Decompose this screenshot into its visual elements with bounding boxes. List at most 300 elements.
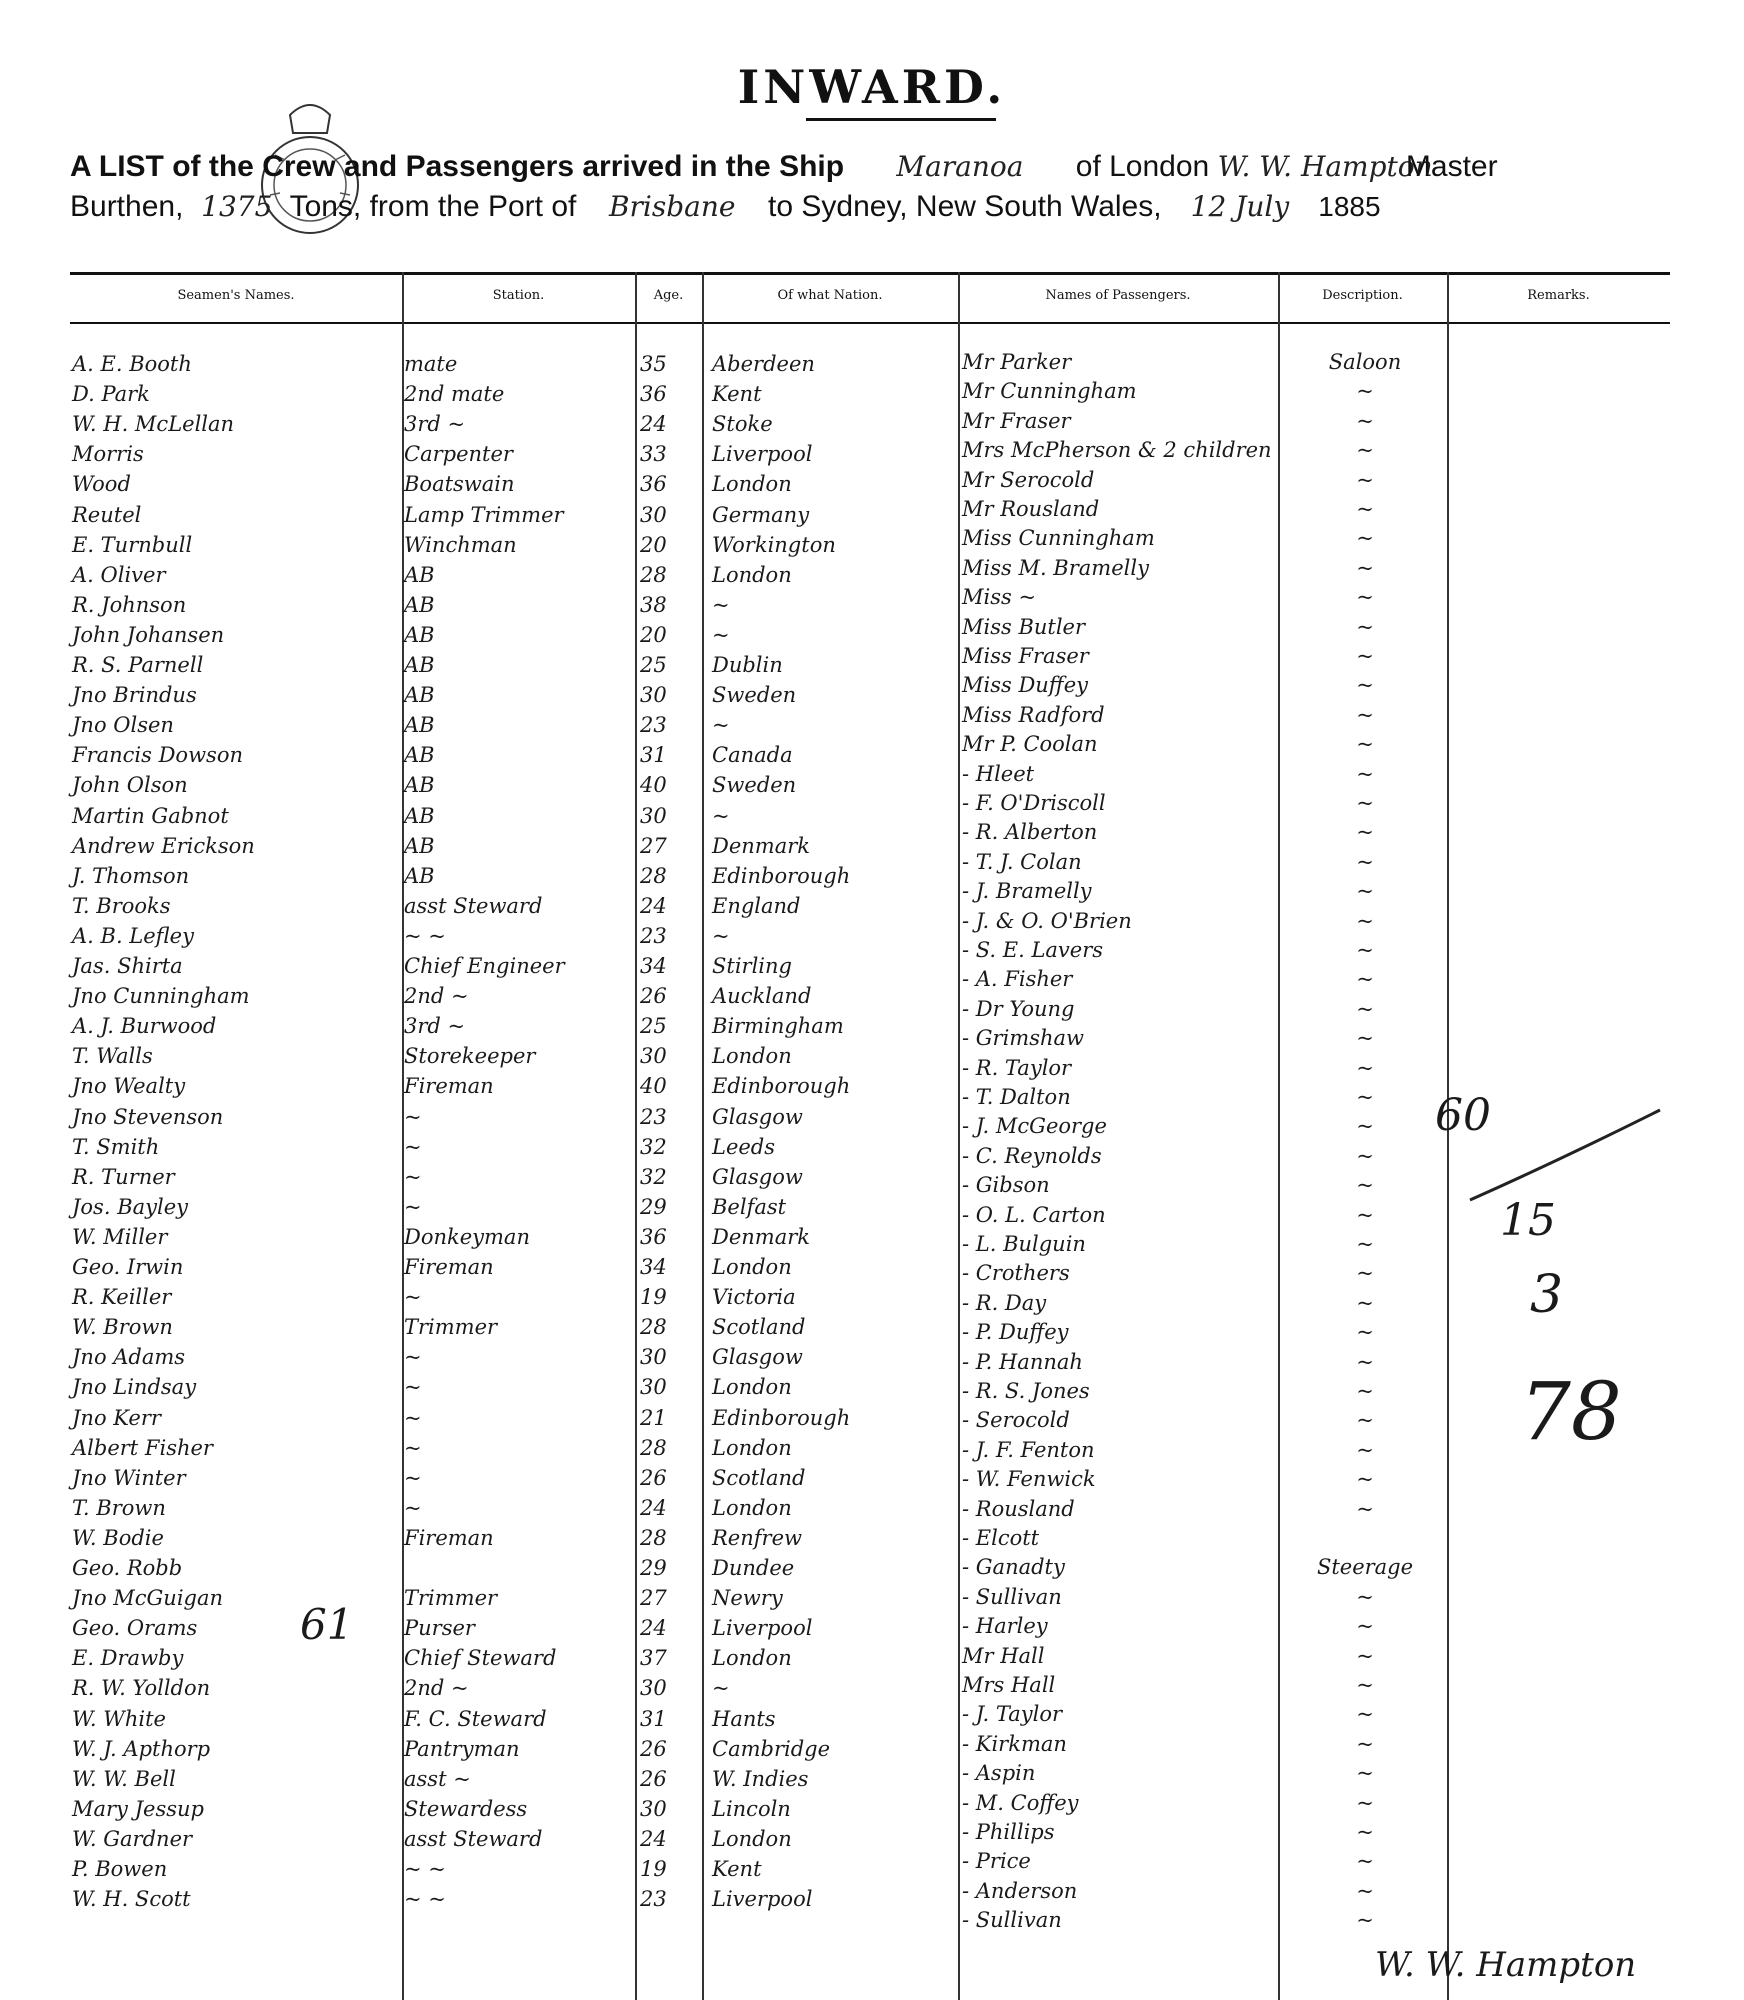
seaman-nation: Belfast (712, 1194, 787, 1219)
remark-tally-3: 3 (1530, 1265, 1564, 1325)
seaman-age: 24 (640, 412, 667, 437)
seaman-nation: ~ (712, 803, 730, 828)
seaman-name: Francis Dowson (72, 743, 243, 768)
seaman-age: 34 (640, 954, 667, 978)
seaman-name: E. Drawby (72, 1646, 184, 1671)
seaman-name: Reutel (72, 502, 142, 527)
seaman-station: Fireman (404, 1255, 494, 1279)
passenger-description: ~ (1356, 1320, 1374, 1345)
seaman-age: 20 (640, 532, 667, 557)
seaman-station: 3rd ~ (404, 412, 466, 437)
seaman-name: T. Smith (72, 1134, 160, 1159)
seaman-name: T. Brooks (72, 893, 171, 918)
seaman-age: 30 (640, 1345, 667, 1370)
seaman-nation: Liverpool (712, 442, 813, 467)
seaman-name: Jno Olsen (72, 713, 174, 738)
header-line-1 (70, 150, 1498, 184)
passenger-name: - Grimshaw (962, 1026, 1085, 1051)
passenger-description: ~ (1356, 1614, 1374, 1639)
passenger-name: - Serocold (962, 1408, 1070, 1433)
seaman-nation: Denmark (712, 833, 810, 858)
seaman-age: 40 (640, 1074, 667, 1099)
passenger-description: ~ (1356, 1114, 1374, 1139)
seaman-age: 40 (640, 773, 667, 798)
passenger-name: - L. Bulguin (962, 1232, 1086, 1256)
passenger-name: - J. McGeorge (962, 1114, 1107, 1139)
seaman-nation: England (712, 893, 801, 918)
seaman-age: 32 (640, 1164, 667, 1189)
passenger-name: - Harley (962, 1614, 1048, 1639)
passenger-name: Mr Serocold (962, 467, 1095, 492)
seaman-nation: Dublin (712, 653, 783, 677)
seaman-age: 31 (640, 743, 667, 768)
passenger-description: ~ (1356, 938, 1374, 962)
seaman-nation: ~ (712, 923, 730, 948)
seaman-station: ~ (404, 1435, 422, 1460)
seaman-station: AB (404, 803, 435, 828)
seaman-name: W. Bodie (72, 1525, 164, 1550)
seaman-station: ~ (404, 1495, 422, 1520)
passenger-name: - T. Dalton (962, 1085, 1071, 1109)
seaman-station: ~ (404, 1285, 422, 1310)
seaman-age: 23 (640, 713, 667, 738)
seaman-station: Fireman (404, 1074, 494, 1099)
seaman-station: asst Steward (404, 893, 543, 918)
passenger-description: ~ (1356, 614, 1374, 639)
seaman-nation: Kent (712, 1857, 762, 1881)
seaman-nation: Edinborough (712, 1405, 851, 1430)
seaman-station: ~ ~ (404, 1857, 446, 1881)
seaman-station: Trimmer (404, 1315, 498, 1340)
passenger-name: - F. O'Driscoll (962, 791, 1106, 815)
passenger-name: - J. & O. O'Brien (962, 908, 1132, 933)
seaman-age: 31 (640, 1706, 667, 1731)
tons-port-label: Tons, from the Port of (289, 190, 577, 223)
seaman-station: Donkeyman (404, 1224, 530, 1249)
passenger-name: - Sullivan (962, 1908, 1062, 1933)
seaman-age: 33 (640, 442, 667, 467)
arrival-year: 1885 (1318, 191, 1381, 222)
seaman-name: Jno Adams (72, 1345, 186, 1370)
passenger-name: - O. L. Carton (962, 1202, 1106, 1227)
passenger-description: ~ (1356, 1849, 1374, 1874)
seaman-nation: Aberdeen (712, 352, 815, 376)
remark-tally-78: 78 (1520, 1365, 1622, 1458)
seaman-age: 20 (640, 622, 667, 647)
seaman-station: AB (404, 562, 435, 587)
header-line-2 (70, 190, 1381, 224)
seaman-age: 25 (640, 1014, 667, 1039)
seaman-station: ~ (404, 1345, 422, 1370)
seaman-nation: London (712, 1255, 792, 1279)
seaman-nation: London (712, 562, 792, 587)
seaman-nation: Leeds (712, 1134, 776, 1159)
seaman-station: ~ (404, 1405, 422, 1430)
passenger-name: - Sullivan (962, 1584, 1062, 1609)
seaman-name: Jas. Shirta (72, 954, 183, 978)
passenger-name: - Hleet (962, 761, 1035, 786)
seaman-station: ~ (404, 1194, 422, 1219)
seaman-name: Jno Wealty (72, 1074, 186, 1099)
passenger-description: ~ (1356, 1232, 1374, 1256)
seaman-nation: Glasgow (712, 1164, 803, 1189)
seaman-name: R. Johnson (72, 592, 187, 617)
passenger-description: ~ (1356, 1820, 1374, 1844)
passenger-name: - W. Fenwick (962, 1467, 1096, 1492)
seaman-nation: Sweden (712, 683, 797, 708)
passenger-name: - Price (962, 1849, 1031, 1874)
passenger-name: - Kirkman (962, 1731, 1067, 1756)
seaman-station: ~ (404, 1104, 422, 1129)
col-passenger-names: Names of Passengers. (1045, 288, 1191, 303)
passenger-description: ~ (1356, 761, 1374, 786)
passenger-description: ~ (1356, 1673, 1374, 1697)
seaman-name: Martin Gabnot (72, 803, 229, 828)
seaman-name: A. J. Burwood (72, 1014, 217, 1039)
seaman-age: 25 (640, 653, 667, 677)
seaman-station: AB (404, 743, 435, 768)
passenger-description: ~ (1356, 1790, 1374, 1815)
passenger-name: - T. J. Colan (962, 849, 1082, 874)
seaman-name: E. Turnbull (72, 532, 193, 557)
passenger-name: Mrs Hall (962, 1673, 1056, 1697)
seaman-nation: Liverpool (712, 1616, 813, 1641)
remark-crew-count: 61 (300, 1600, 354, 1649)
seaman-age: 28 (640, 1435, 667, 1460)
master-label: Master (1405, 150, 1498, 183)
seaman-station: AB (404, 683, 435, 708)
seaman-name: A. E. Booth (72, 352, 192, 376)
passenger-name: Mr Cunningham (962, 379, 1137, 404)
seaman-station: AB (404, 592, 435, 617)
table-header-rule (70, 322, 1670, 324)
seaman-age: 30 (640, 683, 667, 708)
seaman-name: John Johansen (72, 622, 225, 647)
seaman-station: AB (404, 773, 435, 798)
seaman-nation: ~ (712, 622, 730, 647)
seaman-station: Winchman (404, 532, 517, 557)
seaman-nation: London (712, 1826, 792, 1851)
column-divider (702, 272, 704, 2000)
master-signature: W. W. Hampton (1375, 1945, 1637, 1985)
passenger-name: - M. Coffey (962, 1790, 1079, 1815)
passenger-name: - S. E. Lavers (962, 938, 1104, 962)
passenger-description: ~ (1356, 1761, 1374, 1786)
seaman-age: 29 (640, 1556, 667, 1580)
passenger-name: Miss Fraser (962, 644, 1089, 668)
passenger-name: - Rousland (962, 1496, 1075, 1521)
passenger-name: - Dr Young (962, 996, 1075, 1021)
passenger-description: ~ (1356, 732, 1374, 757)
seaman-nation: Newry (712, 1586, 783, 1611)
seaman-age: 30 (640, 1676, 667, 1701)
seaman-age: 28 (640, 1525, 667, 1550)
seaman-nation: Sweden (712, 773, 797, 798)
seaman-station: AB (404, 622, 435, 647)
ship-name: Maranoa (896, 150, 1024, 183)
seaman-age: 26 (640, 1465, 667, 1490)
seaman-age: 29 (640, 1194, 667, 1219)
seaman-station: AB (404, 863, 435, 888)
passenger-description: ~ (1356, 1055, 1374, 1080)
passenger-name: Miss Butler (962, 614, 1086, 639)
seaman-nation: London (712, 1044, 792, 1069)
seaman-age: 23 (640, 923, 667, 948)
seaman-age: 26 (640, 1736, 667, 1761)
passenger-name: Miss Duffey (962, 673, 1088, 698)
passenger-name: - J. F. Fenton (962, 1437, 1095, 1462)
passenger-name: - P. Hannah (962, 1349, 1083, 1374)
seaman-age: 27 (640, 833, 667, 858)
seaman-name: A. B. Lefley (72, 923, 194, 948)
remark-stroke-icon (1460, 1100, 1670, 1210)
passenger-name: Miss Radford (962, 702, 1105, 727)
passenger-name: Miss ~ (962, 585, 1037, 610)
seaman-station: ~ (404, 1134, 422, 1159)
seaman-nation: London (712, 1646, 792, 1671)
seaman-name: R. Keiller (72, 1285, 172, 1310)
seaman-station: Carpenter (404, 442, 513, 467)
seaman-name: J. Thomson (72, 863, 190, 888)
seaman-age: 36 (640, 472, 667, 497)
seaman-age: 34 (640, 1255, 667, 1279)
seaman-station: ~ ~ (404, 923, 446, 948)
seaman-name: Jos. Bayley (72, 1194, 189, 1219)
passenger-description: ~ (1356, 1379, 1374, 1403)
destination-label: to Sydney, New South Wales, (768, 190, 1162, 223)
seaman-age: 30 (640, 1375, 667, 1400)
seaman-age: 21 (640, 1405, 667, 1430)
passenger-name: - J. Bramelly (962, 879, 1092, 904)
remark-tally-60: 60 (1435, 1090, 1491, 1141)
column-divider (1278, 272, 1280, 2000)
seaman-station: ~ (404, 1375, 422, 1400)
passenger-description: ~ (1356, 879, 1374, 904)
passenger-description: ~ (1356, 791, 1374, 815)
seaman-age: 24 (640, 1826, 667, 1851)
passenger-name: - Anderson (962, 1878, 1078, 1903)
passenger-description: ~ (1356, 1026, 1374, 1051)
passenger-description: ~ (1356, 1290, 1374, 1315)
col-seamens-names: Seamen's Names. (177, 288, 295, 303)
seaman-name: W. Brown (72, 1315, 173, 1340)
seaman-station: AB (404, 833, 435, 858)
seaman-station: 2nd ~ (404, 984, 469, 1009)
seaman-nation: ~ (712, 1676, 730, 1701)
seaman-name: Jno McGuigan (72, 1586, 224, 1611)
passenger-name: - P. Duffey (962, 1320, 1069, 1345)
seaman-nation: London (712, 1375, 792, 1400)
of-london: of London (1075, 150, 1210, 183)
seaman-nation: ~ (712, 713, 730, 738)
seaman-name: W. Miller (72, 1224, 168, 1249)
passenger-name: - Phillips (962, 1820, 1055, 1844)
passenger-name: - J. Taylor (962, 1702, 1063, 1727)
seaman-age: 30 (640, 502, 667, 527)
passenger-name: - Aspin (962, 1761, 1036, 1786)
passenger-description: ~ (1356, 438, 1374, 463)
seaman-nation: Lincoln (712, 1796, 791, 1821)
seaman-nation: ~ (712, 592, 730, 617)
seaman-station: asst Steward (404, 1826, 543, 1851)
passenger-description: ~ (1356, 967, 1374, 992)
passenger-description: ~ (1356, 1643, 1374, 1668)
passenger-name: Mr Hall (962, 1643, 1045, 1668)
seaman-nation: Renfrew (712, 1525, 802, 1550)
seaman-name: P. Bowen (72, 1857, 168, 1881)
seaman-nation: Denmark (712, 1224, 810, 1249)
seaman-station: 2nd ~ (404, 1676, 469, 1701)
seaman-age: 30 (640, 1796, 667, 1821)
seaman-station: Stewardess (404, 1796, 528, 1821)
seaman-age: 19 (640, 1857, 667, 1881)
col-age: Age. (653, 288, 684, 303)
passenger-name: Miss Cunningham (962, 526, 1155, 551)
seaman-station: Lamp Trimmer (404, 502, 564, 527)
passenger-name: Mr Parker (962, 350, 1072, 374)
seaman-age: 28 (640, 863, 667, 888)
seaman-name: A. Oliver (72, 562, 166, 587)
passenger-name: Mr Rousland (962, 497, 1100, 521)
seaman-nation: Cambridge (712, 1736, 831, 1761)
title-underline (806, 118, 996, 121)
passenger-description: ~ (1356, 408, 1374, 433)
seaman-age: 28 (640, 1315, 667, 1340)
seaman-name: D. Park (72, 382, 150, 407)
seaman-age: 27 (640, 1586, 667, 1611)
seaman-name: Morris (72, 442, 144, 467)
seaman-name: Geo. Robb (72, 1556, 183, 1580)
seaman-name: Jno Winter (72, 1465, 186, 1490)
seaman-name: W. White (72, 1706, 166, 1731)
col-station: Station. (492, 288, 545, 303)
seaman-station: Fireman (404, 1525, 494, 1550)
tons-value: 1375 (201, 190, 273, 223)
seaman-name: Jno Brindus (72, 683, 197, 708)
seaman-name: Geo. Irwin (72, 1255, 184, 1279)
passenger-name: - Gibson (962, 1173, 1050, 1198)
seaman-name: R. S. Parnell (72, 653, 204, 677)
passenger-name: Mr Fraser (962, 408, 1071, 433)
seaman-nation: Workington (712, 532, 836, 557)
seaman-station: Pantryman (404, 1736, 520, 1761)
arrival-date: 12 July (1190, 190, 1290, 223)
seaman-name: Mary Jessup (72, 1796, 204, 1821)
seaman-nation: Scotland (712, 1315, 806, 1340)
col-nation: Of what Nation. (777, 288, 883, 303)
passenger-description: ~ (1356, 849, 1374, 874)
passenger-name: - C. Reynolds (962, 1143, 1102, 1168)
seaman-age: 36 (640, 1224, 667, 1249)
passenger-description: ~ (1356, 1584, 1374, 1609)
seaman-age: 23 (640, 1887, 667, 1912)
passenger-description: ~ (1356, 555, 1374, 580)
passenger-description: ~ (1356, 585, 1374, 610)
seaman-name: T. Walls (72, 1044, 153, 1069)
seaman-station: ~ (404, 1465, 422, 1490)
seaman-station: Trimmer (404, 1586, 498, 1611)
seaman-nation: Dundee (712, 1556, 795, 1580)
passenger-description: ~ (1356, 467, 1374, 492)
seaman-age: 24 (640, 1616, 667, 1641)
seaman-nation: Glasgow (712, 1345, 803, 1370)
seaman-nation: London (712, 472, 792, 497)
seaman-station: 3rd ~ (404, 1014, 466, 1039)
seaman-name: R. W. Yolldon (72, 1676, 211, 1701)
passenger-description: ~ (1356, 1467, 1374, 1492)
seaman-nation: Kent (712, 382, 762, 407)
seaman-nation: W. Indies (712, 1766, 809, 1791)
seaman-age: 24 (640, 1495, 667, 1520)
port-name: Brisbane (608, 190, 736, 223)
seaman-age: 24 (640, 893, 667, 918)
remark-tally-15: 15 (1500, 1195, 1556, 1246)
seaman-nation: Birmingham (712, 1014, 844, 1039)
seaman-station: F. C. Steward (404, 1706, 547, 1731)
passenger-description: Saloon (1328, 350, 1402, 374)
seaman-age: 36 (640, 382, 667, 407)
seaman-nation: Edinborough (712, 1074, 851, 1099)
seaman-station: Boatswain (404, 472, 515, 497)
seaman-age: 23 (640, 1104, 667, 1129)
passenger-description: ~ (1356, 1878, 1374, 1903)
seaman-age: 30 (640, 1044, 667, 1069)
passenger-description: ~ (1356, 1143, 1374, 1168)
passenger-description: ~ (1356, 1261, 1374, 1286)
seaman-name: Jno Lindsay (72, 1375, 197, 1400)
seaman-age: 26 (640, 984, 667, 1009)
seaman-station: 2nd mate (404, 382, 505, 407)
seaman-station: mate (404, 352, 458, 376)
seaman-nation: Glasgow (712, 1104, 803, 1129)
seaman-station: Storekeeper (404, 1044, 536, 1069)
seaman-station: Chief Engineer (404, 954, 565, 978)
passenger-description: ~ (1356, 1496, 1374, 1521)
seaman-name: Jno Cunningham (72, 984, 250, 1009)
passenger-description: ~ (1356, 820, 1374, 845)
passenger-description: ~ (1356, 1085, 1374, 1109)
seaman-nation: Germany (712, 502, 810, 527)
col-description: Description. (1322, 288, 1403, 303)
seaman-name: W. Gardner (72, 1826, 193, 1851)
passenger-description: ~ (1356, 996, 1374, 1021)
seaman-name: W. H. McLellan (72, 412, 235, 437)
passenger-description: ~ (1356, 379, 1374, 404)
seaman-nation: Edinborough (712, 863, 851, 888)
passenger-description: ~ (1356, 526, 1374, 551)
seaman-age: 38 (640, 592, 667, 617)
seaman-name: Wood (72, 472, 131, 497)
passenger-description: ~ (1356, 1702, 1374, 1727)
seaman-station: asst ~ (404, 1766, 471, 1791)
seaman-station: AB (404, 653, 435, 677)
seaman-nation: Auckland (712, 984, 812, 1009)
seaman-nation: London (712, 1495, 792, 1520)
list-intro: A LIST of the Crew and Passengers arrived in the Ship (70, 150, 845, 183)
passenger-name: Miss M. Bramelly (962, 555, 1149, 580)
col-remarks: Remarks. (1527, 288, 1590, 303)
seaman-nation: Stoke (712, 412, 773, 437)
passenger-description: ~ (1356, 1408, 1374, 1433)
seaman-age: 37 (640, 1646, 667, 1671)
seaman-age: 30 (640, 803, 667, 828)
page-title: INWARD. (737, 60, 1007, 114)
passenger-description: ~ (1356, 1202, 1374, 1227)
seaman-name: Albert Fisher (72, 1435, 213, 1460)
seaman-name: W. W. Bell (72, 1766, 176, 1791)
seaman-name: John Olson (72, 773, 188, 798)
seaman-age: 26 (640, 1766, 667, 1791)
